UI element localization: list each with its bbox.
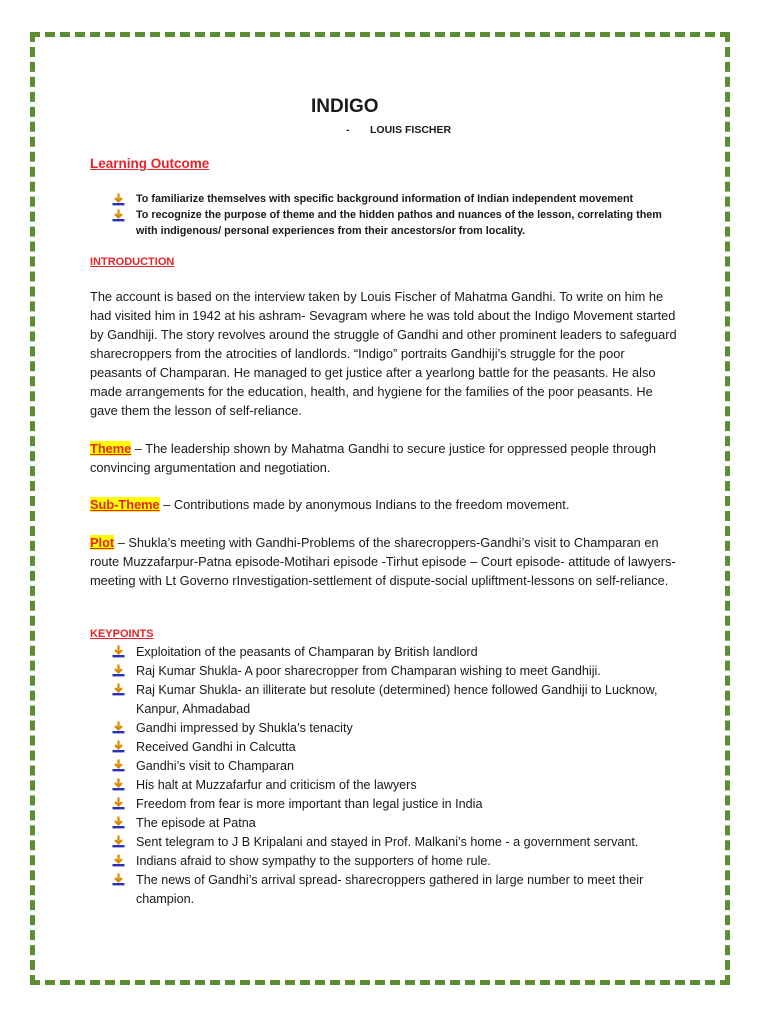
arrow-bullet-icon bbox=[112, 740, 125, 753]
list-item: The episode at Patna bbox=[112, 814, 672, 833]
author-name: LOUIS FISCHER bbox=[370, 124, 452, 136]
list-item: Gandhi’s visit to Champaran bbox=[112, 757, 672, 776]
theme-paragraph bbox=[90, 439, 680, 477]
list-item: The news of Gandhi’s arrival spread- sharecroppers gathered in large number to meet their champion. bbox=[112, 871, 672, 909]
keypoints-list bbox=[112, 643, 672, 909]
theme-label: Theme bbox=[90, 441, 132, 456]
arrow-bullet-icon bbox=[112, 193, 125, 206]
author-dash: - bbox=[346, 124, 350, 136]
arrow-bullet-icon bbox=[112, 854, 125, 867]
document-title: INDIGO bbox=[311, 96, 379, 117]
arrow-bullet-icon bbox=[112, 816, 125, 829]
sub-theme-text: – Contributions made by anonymous Indians to the freedom movement. bbox=[159, 497, 570, 512]
arrow-bullet-icon bbox=[112, 797, 125, 810]
list-item: Freedom from fear is more important than legal justice in India bbox=[112, 795, 672, 814]
learning-outcome-list bbox=[112, 191, 672, 239]
plot-paragraph bbox=[90, 533, 680, 590]
list-item: Received Gandhi in Calcutta bbox=[112, 738, 672, 757]
plot-text: – Shukla’s meeting with Gandhi-Problems of the sharecroppers-Gandhi’s visit to Champaran en route Muzzafarpur-Patna episode-Motihari episode -Tirhut episode – Court episode- attitude of lawyers- meeting with Lt Governo rInvestigation-settlement of dispute-social upliftment-lessons on self-reliance. bbox=[90, 535, 676, 588]
arrow-bullet-icon bbox=[112, 683, 125, 696]
learning-outcome-heading: Learning Outcome bbox=[90, 156, 210, 171]
list-item: To familiarize themselves with specific background information of Indian independent movement bbox=[112, 191, 672, 207]
arrow-bullet-icon bbox=[112, 721, 125, 734]
arrow-bullet-icon bbox=[112, 778, 125, 791]
keypoints-heading: KEYPOINTS bbox=[90, 628, 154, 640]
arrow-bullet-icon bbox=[112, 664, 125, 677]
introduction-heading: INTRODUCTION bbox=[90, 256, 175, 268]
arrow-bullet-icon bbox=[112, 759, 125, 772]
list-item: Sent telegram to J B Kripalani and stayed in Prof. Malkani’s home - a government servant. bbox=[112, 833, 672, 852]
introduction-paragraph: The account is based on the interview taken by Louis Fischer of Mahatma Gandhi. To write on him he had visited him in 1942 at his ashram- Sevagram where he was told about the Indigo Movement started by Gandhiji. The story revolves around the struggle of Gandhi and other prominent leaders to safeguard sharecroppers from the atrocities of landlords. “Indigo” portraits Gandhiji’s struggle for the poor peasants of Champaran. He managed to get justice after a yearlong battle for the peasants. He also made arrangements for the education, health, and hygiene for the families of the poor peasants. He gave them the lesson of self-reliance. bbox=[90, 289, 677, 418]
list-item: Exploitation of the peasants of Champaran by British landlord bbox=[112, 643, 672, 662]
arrow-bullet-icon bbox=[112, 873, 125, 886]
list-item: His halt at Muzzafarfur and criticism of the lawyers bbox=[112, 776, 672, 795]
arrow-bullet-icon bbox=[112, 645, 125, 658]
list-item: Indians afraid to show sympathy to the supporters of home rule. bbox=[112, 852, 672, 871]
sub-theme-paragraph bbox=[90, 495, 680, 514]
list-item: To recognize the purpose of theme and the hidden pathos and nuances of the lesson, correlating them with indigenous/ personal experiences from their ancestors/or from locality. bbox=[112, 207, 672, 239]
list-item: Raj Kumar Shukla- an illiterate but resolute (determined) hence followed Gandhiji to Lucknow, Kanpur, Ahmadabad bbox=[112, 681, 672, 719]
sub-theme-label: Sub-Theme bbox=[90, 497, 160, 512]
arrow-bullet-icon bbox=[112, 835, 125, 848]
arrow-bullet-icon bbox=[112, 209, 125, 222]
author-line bbox=[346, 123, 451, 137]
plot-label: Plot bbox=[90, 535, 115, 550]
list-item: Gandhi impressed by Shukla’s tenacity bbox=[112, 719, 672, 738]
list-item: Raj Kumar Shukla- A poor sharecropper from Champaran wishing to meet Gandhiji. bbox=[112, 662, 672, 681]
theme-text: – The leadership shown by Mahatma Gandhi to secure justice for oppressed people through convincing argumentation and negotiation. bbox=[90, 441, 657, 475]
